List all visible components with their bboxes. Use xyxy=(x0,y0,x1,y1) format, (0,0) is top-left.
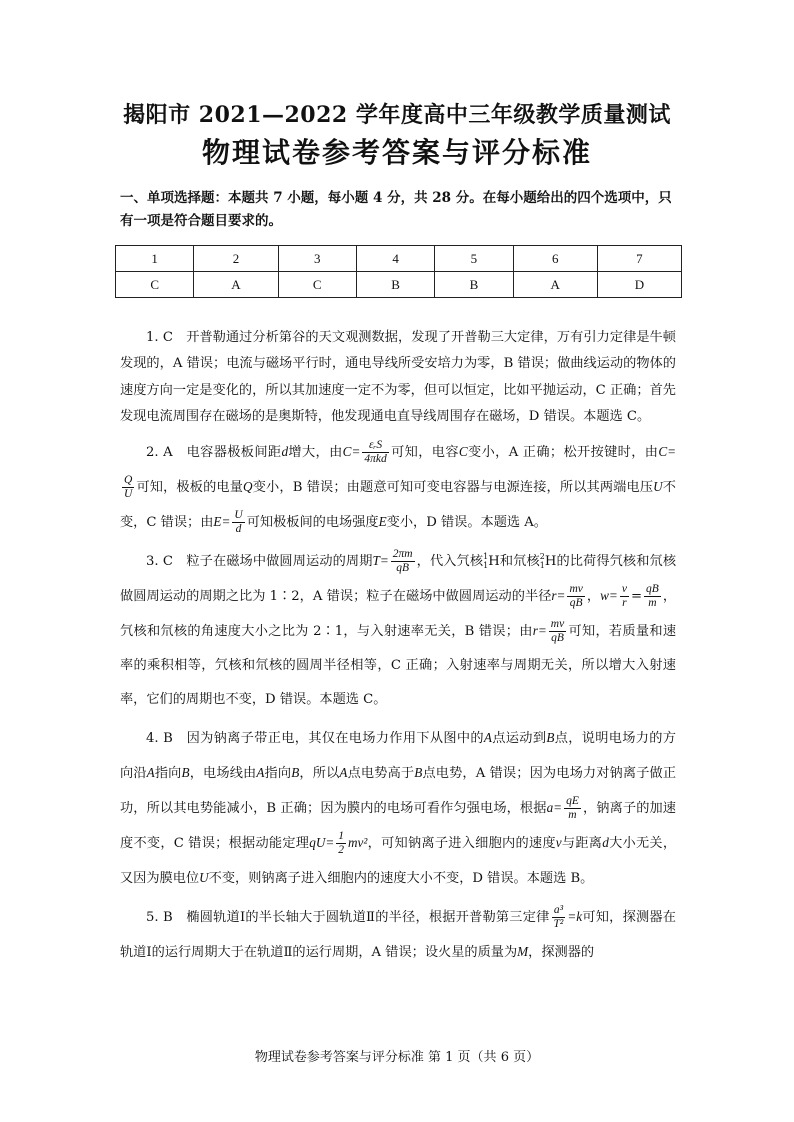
text-run: 与距离 xyxy=(561,835,603,851)
formula-lhs: T= xyxy=(372,552,389,568)
var: A xyxy=(339,764,348,780)
answer-cell: D xyxy=(597,272,681,298)
text-run: 大小无关，又因为膜电位 xyxy=(120,835,677,886)
text-run: 指向 xyxy=(154,765,182,781)
var: Q xyxy=(243,478,253,494)
text-run: 和氘核 xyxy=(499,553,540,569)
text-run: 不变，C 错误；由 xyxy=(120,479,676,530)
question-number-cell: 2 xyxy=(194,246,278,272)
denominator: T² xyxy=(553,917,564,930)
answer-table-answers-row xyxy=(116,272,682,298)
text-run: 点运动到 xyxy=(491,730,547,746)
numerator: qB xyxy=(646,582,659,595)
answer-table xyxy=(115,245,682,298)
explanation-q4 xyxy=(120,721,676,896)
denominator: r xyxy=(622,596,627,609)
explanations xyxy=(120,325,676,974)
mass-number: 2 xyxy=(539,552,545,562)
denominator: 2 xyxy=(338,843,345,856)
answer-cell: B xyxy=(435,272,513,298)
atomic-number: 1 xyxy=(539,561,545,571)
text-run: 指向 xyxy=(264,765,292,781)
var: A xyxy=(146,764,155,780)
fraction-radius xyxy=(549,618,566,645)
formula-lhs: C= xyxy=(342,443,361,459)
numerator: εᵣS xyxy=(362,439,388,453)
fraction-kepler xyxy=(552,904,566,931)
page-title-line1: 揭阳市 2021—2022 学年度高中三年级教学质量测试 xyxy=(123,102,671,128)
question-number-cell: 4 xyxy=(356,246,434,272)
text-run: ，探测器的 xyxy=(528,944,595,960)
var: A xyxy=(483,729,492,745)
fraction-q-over-u xyxy=(122,474,134,501)
var: C xyxy=(458,443,468,459)
numerator: 1 xyxy=(338,829,345,842)
numerator: 2πm xyxy=(392,547,413,560)
text-run: 点电势，A 错误；因为电场力对钠离子做正功，所以其电势能减小，B 正确；因为膜内的电场可看作匀强电场，根据 xyxy=(120,765,677,816)
text-run: 可知，探测器在轨道Ⅰ的运行周期大于在轨道Ⅱ的运行周期，A 错误；设火星的质量为 xyxy=(120,909,676,960)
mass-number: 1 xyxy=(483,552,489,562)
answer-cell: C xyxy=(116,272,194,298)
text-run: ， xyxy=(586,588,601,604)
numerator: a³ xyxy=(552,904,566,918)
numerator: Q xyxy=(124,473,133,486)
atomic-number: 1 xyxy=(483,561,489,571)
formula-lhs: C= xyxy=(658,443,677,459)
var: B xyxy=(181,764,190,780)
var: B xyxy=(546,729,555,745)
text-run: ，氕核和氘核的角速度大小之比为 2∶1，与入射速率无关，B 错误；由 xyxy=(120,588,677,639)
question-number-cell: 3 xyxy=(278,246,356,272)
denominator: qB xyxy=(569,596,583,609)
numerator: v xyxy=(621,582,627,595)
text-run: 可知，极板的电量 xyxy=(136,479,244,495)
element-symbol: H xyxy=(488,553,500,569)
fraction-acceleration xyxy=(564,795,581,822)
numerator: mv xyxy=(550,617,565,630)
fraction-capacitance xyxy=(362,439,388,466)
fraction-u-over-d xyxy=(232,509,244,536)
var: U xyxy=(199,869,209,885)
section-number: 一、 xyxy=(120,190,147,206)
denominator: d xyxy=(235,522,242,535)
fraction-one-half xyxy=(336,830,346,857)
var: d xyxy=(281,443,289,459)
var: v xyxy=(555,834,562,850)
text-run: 3. C 粒子在磁场中做圆周运动的周期 xyxy=(146,553,373,569)
formula-lhs: E= xyxy=(213,513,231,529)
question-number-cell: 6 xyxy=(513,246,597,272)
formula-lhs: r= xyxy=(532,622,547,638)
text-run: 变小，A 正确；松开按键时，由 xyxy=(467,444,659,460)
answer-cell: B xyxy=(356,272,434,298)
formula-lhs: a= xyxy=(546,799,563,815)
denominator: 4πkd xyxy=(364,452,387,465)
text-run: 5. B 椭圆轨道Ⅰ的半长轴大于圆轨道Ⅱ的半径，根据开普勒第三定律 xyxy=(146,909,550,925)
denominator: U xyxy=(124,487,133,500)
section-heading xyxy=(120,187,680,233)
explanation-q1: 1. C 开普勒通过分析第谷的天文观测数据，发现了开普勒三大定律，万有引力定律是牛顿发现的，A 错误；电流与磁场平行时，通电导线所受安培力为零，B 错误；做曲线运动的物体的速度方向一定是变化的，所以其加速度一定不为零，但可以恒定，比如平抛运动，C 正确；首先发现电流周围存在磁场的是奥斯特，他发现通电直导线周围存在磁场，D 错误。本题选 C。 xyxy=(120,330,676,425)
element-symbol: H xyxy=(544,553,557,569)
text-run: 的比荷得氕核和氘核做圆周运动的周期之比为 1∶2，A 错误；粒子在磁场中做圆周运动的半径 xyxy=(120,553,677,604)
page-title-line2: 物理试卷参考答案与评分标准 xyxy=(201,136,592,169)
numerator: mv xyxy=(569,582,583,595)
text-run: 可知极板间的电场强度 xyxy=(246,514,379,530)
text-run: 可知，若质量和速率的乘积相等，氕核和氘核的圆周半径相等，C 正确；入射速率与周期无关，所以增大入射速率，它们的周期也不变，D 错误。本题选 C。 xyxy=(120,623,677,707)
fraction-radius xyxy=(567,583,584,610)
fraction-qb-over-m xyxy=(644,583,661,610)
question-number-cell: 5 xyxy=(435,246,513,272)
answer-cell: A xyxy=(194,272,278,298)
numerator: U xyxy=(234,508,243,521)
formula-lhs: w= xyxy=(600,587,618,603)
var: B xyxy=(414,764,423,780)
var: M xyxy=(517,943,529,959)
text-run: 2. A 电容器极板间距 xyxy=(146,444,282,460)
text-run: 增大，由 xyxy=(288,444,343,460)
section-description: 单项选择题：本题共 7 小题，每小题 4 分，共 28 分。在每小题给出的四个选项中，只有一项是符合题目要求的。 xyxy=(120,190,672,229)
numerator: qE xyxy=(566,794,579,807)
page-footer: 物理试卷参考答案与评分标准 第 1 页（共 6 页） xyxy=(254,1050,540,1065)
question-number-cell: 7 xyxy=(597,246,681,272)
formula-rhs: mv² xyxy=(348,834,368,850)
formula-rhs: =k xyxy=(567,908,583,924)
equals-sign: = xyxy=(630,588,643,604)
text-run: 变小，D 错误。本题选 A。 xyxy=(386,514,547,530)
var: B xyxy=(291,764,300,780)
text-run: 点，说明电场力的方向沿 xyxy=(120,730,676,781)
var: E xyxy=(378,513,387,529)
denominator: qB xyxy=(551,631,564,644)
explanation-q3 xyxy=(120,544,676,717)
text-run: ，代入氕核 xyxy=(416,553,484,569)
text-run: ，可知钠离子进入细胞内的速度 xyxy=(367,835,556,851)
text-run: 可知，电容 xyxy=(390,444,459,460)
text-run: 不变，则钠离子进入细胞内的速度大小不变，D 错误。本题选 B。 xyxy=(208,870,594,886)
text-run: 变小，B 错误；由题意可知可变电容器与电源连接，所以其两端电压 xyxy=(252,479,654,495)
denominator: qB xyxy=(396,561,410,574)
question-number-cell: 1 xyxy=(116,246,194,272)
text-run: ，所以 xyxy=(299,765,340,781)
answer-cell: C xyxy=(278,272,356,298)
fraction-v-over-r xyxy=(620,583,629,610)
text-run: ，电场线由 xyxy=(189,765,257,781)
var: U xyxy=(653,478,663,494)
explanation-q2 xyxy=(120,435,676,540)
explanation-q5 xyxy=(120,900,676,970)
denominator: m xyxy=(568,808,577,821)
formula-lhs: qU= xyxy=(309,834,335,850)
fraction-period xyxy=(391,548,415,575)
text-run: ，钠离子的加速度不变，C 错误；根据动能定理 xyxy=(120,800,676,851)
var: A xyxy=(256,764,265,780)
denominator: m xyxy=(648,596,657,609)
answer-table-numbers-row xyxy=(116,246,682,272)
var: d xyxy=(602,834,609,850)
answer-cell: A xyxy=(513,272,597,298)
text-run: 4. B 因为钠离子带正电，其仅在电场力作用下从图中的 xyxy=(146,730,484,746)
formula-lhs: r= xyxy=(551,587,566,603)
text-run: 点电势高于 xyxy=(347,765,415,781)
